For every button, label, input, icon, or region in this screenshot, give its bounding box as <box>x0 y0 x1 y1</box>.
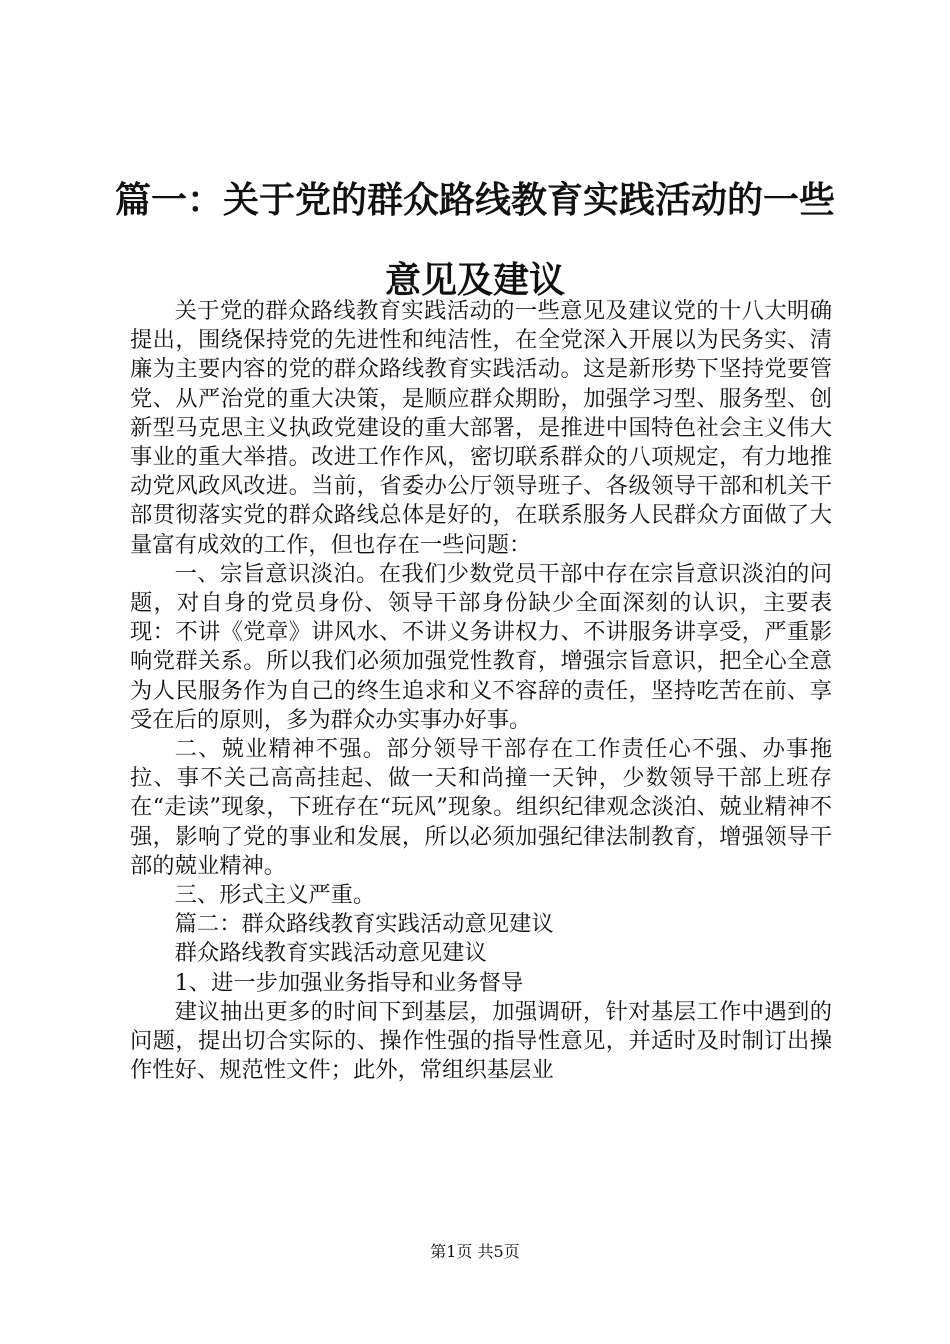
section-heading-2: 篇二：群众路线教育实践活动意见建议 <box>174 911 554 938</box>
paragraph-point-1: 一、宗旨意识淡泊。在我们少数党员干部中存在宗旨意识淡泊的问题，对自身的党员身份、领导干部身份缺少全面深刻的认识，主要表现：不讲《党章》讲风水、不讲义务讲权力、不讲服务讲享受，严重影响党群关系。所以我们必须加强党性教育，增强宗旨意识，把全心全意为人民服务作为自己的终生追求和义不容辞的责任，坚持吃苦在前、享受在后的原则，多为群众办实事办好事。 <box>130 560 832 733</box>
document-title <box>95 160 855 320</box>
section-subtitle: 群众路线教育实践活动意见建议 <box>174 940 487 967</box>
page-number: 第1页 共5页 <box>430 1242 520 1261</box>
title-line-1: 篇一：关于党的群众路线教育实践活动的一些 <box>114 179 835 221</box>
paragraph-point-2: 二、兢业精神不强。部分领导干部存在工作责任心不强、办事拖拉、事不关己高高挂起、做一天和尚撞一天钟，少数领导干部上班存在“走读”现象，下班存在“玩风”现象。组织纪律观念淡泊、兢业精神不强，影响了党的事业和发展，所以必须加强纪律法制教育，增强领导干部的兢业精神。 <box>130 736 832 879</box>
document-body <box>130 297 832 1085</box>
paragraph-suggestion: 建议抽出更多的时间下到基层，加强调研，针对基层工作中遇到的问题，提出切合实际的、操作性强的指导性意见，并适时及时制订出操作性好、规范性文件；此外，常组织基层业 <box>130 998 832 1084</box>
title-line-2: 意见及建议 <box>384 259 565 301</box>
paragraph-intro: 关于党的群众路线教育实践活动的一些意见及建议党的十八大明确提出，围绕保持党的先进性和纯洁性，在全党深入开展以为民务实、清廉为主要内容的党的群众路线教育实践活动。这是新形势下坚持党要管党、从严治党的重大决策，是顺应群众期盼，加强学习型、服务型、创新型马克思主义执政党建设的重大部署，是推进中国特色社会主义伟大事业的重大举措。改进工作作风，密切联系群众的八项规定，有力地推动党风政风改进。当前，省委办公厅领导班子、各级领导干部和机关干部贯彻落实党的群众路线总体是好的，在联系服务人民群众方面做了大量富有成效的工作，但也存在一些问题： <box>130 298 832 558</box>
paragraph-point-3: 三、形式主义严重。 <box>174 882 376 909</box>
list-item-1: 1、进一步加强业务指导和业务督导 <box>174 969 524 996</box>
